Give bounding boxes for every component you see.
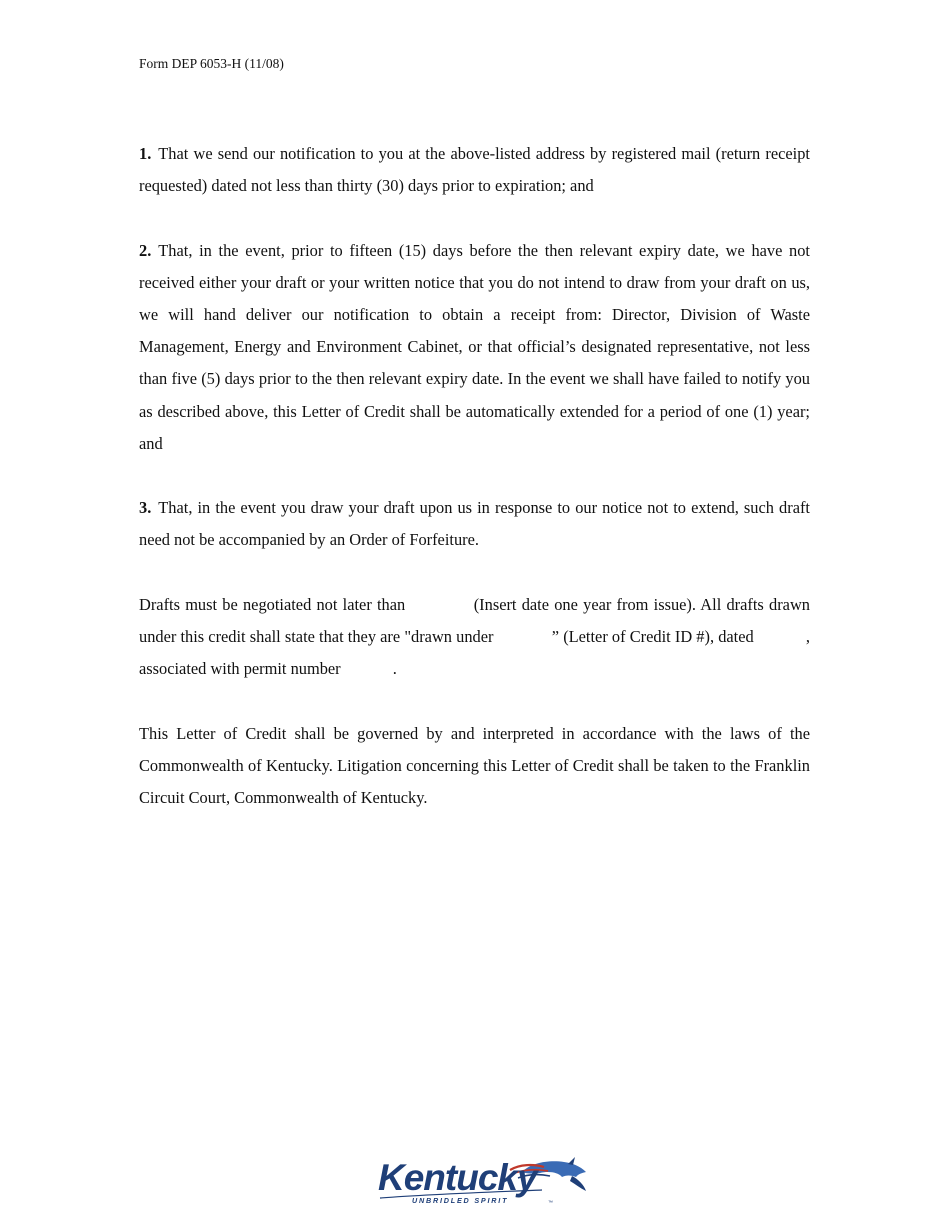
condition-3	[139, 492, 810, 556]
drafts-text-part: ” (Letter of Credit ID #), dated	[551, 627, 754, 646]
drafts-text-part: , associated with permit number	[139, 627, 810, 679]
condition-number: 1.	[139, 144, 152, 163]
condition-1	[139, 138, 810, 202]
condition-number: 2.	[139, 240, 152, 260]
condition-number: 3.	[139, 498, 152, 518]
drafts-text-part: Drafts must be negotiated not later than	[139, 594, 406, 614]
kentucky-logo	[372, 1152, 594, 1208]
governing-law-paragraph: This Letter of Credit shall be governed by and interpreted in accordance with the laws of the Commonwealth of Kentucky. Litigation concerning this Letter of Credit shall be taken to the Franklin Circuit Court, Commonwealth of Kentucky.	[139, 723, 810, 807]
trademark-symbol: ™	[548, 1200, 553, 1206]
logo-wordmark: Kentucky	[378, 1157, 537, 1198]
condition-text: That we send our notification to you at the above-listed address by registered mail (return receipt requested) dated not less than thirty (30) days prior to expiration; and	[139, 144, 810, 196]
letter-body	[139, 138, 810, 846]
drafts-text-part: .	[392, 659, 397, 679]
form-identifier: Form DEP 6053-H (11/08)	[139, 56, 284, 71]
condition-text: That, in the event, prior to fifteen (15) days before the then relevant expiry date, we have not received either your draft or your written notice that you do not intend to draw from your draft on us, we will hand deliver our notification to obtain a receipt from: Director, Division of Waste Management, Energy and Environment Cabinet, or that official’s designated representative, not less than five (5) days prior to the then relevant expiry date. In the event we shall have failed to notify you as described above, this Letter of Credit shall be automatically extended for a period of one (1) year; and	[139, 240, 810, 453]
kentucky-logo-graphic	[372, 1152, 594, 1208]
condition-text: That, in the event you draw your draft upon us in response to our notice not to extend, such draft need not be accompanied by an Order of Forfeiture.	[139, 498, 810, 550]
drafts-paragraph	[139, 589, 810, 686]
condition-2	[139, 235, 810, 460]
drafts-text-part: (Insert date one year from issue). All drafts drawn under this credit shall state that they are "drawn under	[139, 594, 810, 646]
logo-tagline: UNBRIDLED SPIRIT	[412, 1196, 509, 1205]
